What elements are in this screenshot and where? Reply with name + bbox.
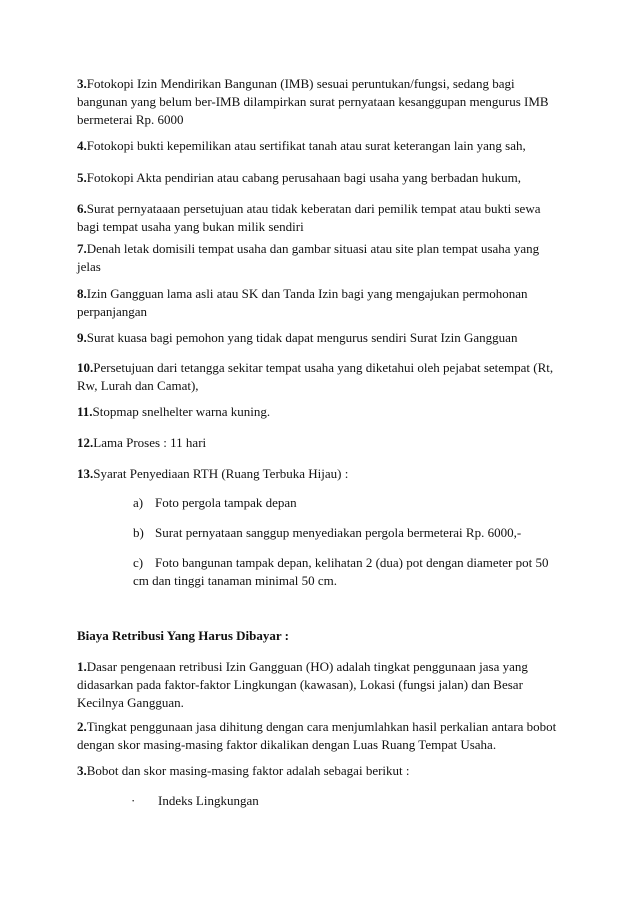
requirement-item-6 (77, 200, 557, 236)
item-number: 4. (77, 138, 87, 153)
biaya-item-1 (77, 658, 557, 712)
requirement-item-12 (77, 434, 557, 452)
requirement-item-7 (77, 240, 557, 276)
sub-item-label: c) (133, 555, 144, 570)
item-text: Izin Gangguan lama asli atau SK dan Tanda Izin bagi yang mengajukan permohonan perpanjangan (77, 286, 528, 319)
item-text: Syarat Penyediaan RTH (Ruang Terbuka Hijau) : (93, 466, 349, 481)
item-text: Fotokopi Izin Mendirikan Bangunan (IMB) sesuai peruntukan/fungsi, sedang bagi bangunan yang belum ber-IMB dilampirkan surat pernyataan kesanggupan mengurus IMB bermeterai Rp. 6000 (77, 76, 549, 127)
sub-item-text: Foto bangunan tampak depan, kelihatan 2 (dua) pot dengan diameter pot 50 cm dan tinggi tanaman minimal 50 cm. (133, 555, 549, 588)
item-text: Denah letak domisili tempat usaha dan gambar situasi atau site plan tempat usaha yang jelas (77, 241, 540, 274)
requirement-item-4 (77, 137, 557, 155)
item-number: 8. (77, 286, 87, 301)
item-text: Lama Proses : 11 hari (93, 435, 207, 450)
item-text: Fotokopi bukti kepemilikan atau sertifikat tanah atau surat keterangan lain yang sah, (86, 138, 526, 153)
item-text: Stopmap snelhelter warna kuning. (92, 404, 271, 419)
item-number: 13. (77, 466, 94, 481)
item-text: Bobot dan skor masing-masing faktor adalah sebagai berikut : (86, 763, 410, 778)
requirement-item-13 (77, 465, 557, 483)
item-number: 6. (77, 201, 87, 216)
bullet-text: Indeks Lingkungan (158, 793, 259, 808)
sub-item-text: Foto pergola tampak depan (155, 495, 297, 510)
requirement-item-8 (77, 285, 557, 321)
rth-sub-item-a (133, 494, 553, 512)
rth-sub-item-b (133, 524, 553, 542)
item-number: 1. (77, 659, 87, 674)
biaya-item-2 (77, 718, 557, 754)
item-text: Fotokopi Akta pendirian atau cabang perusahaan bagi usaha yang berbadan hukum, (86, 170, 522, 185)
item-text: Surat pernyataaan persetujuan atau tidak keberatan dari pemilik tempat atau bukti sewa bagi tempat usaha yang bukan milik sendiri (77, 201, 541, 234)
item-number: 3. (77, 763, 87, 778)
item-number: 2. (77, 719, 87, 734)
bullet-indeks-lingkungan (131, 792, 259, 810)
item-number: 10. (77, 360, 94, 375)
requirement-item-10 (77, 359, 557, 395)
item-number: 11. (77, 404, 93, 419)
item-text: Surat kuasa bagi pemohon yang tidak dapat mengurus sendiri Surat Izin Gangguan (86, 330, 518, 345)
item-text: Dasar pengenaan retribusi Izin Gangguan (HO) adalah tingkat penggunaan jasa yang didasarkan pada faktor-faktor Lingkungan (kawasan), Lokasi (fungsi jalan) dan Besar Kecilnya Gangguan. (77, 659, 528, 710)
requirement-item-3 (77, 75, 557, 129)
requirement-item-11 (77, 403, 557, 421)
requirement-item-9 (77, 329, 557, 347)
item-text: Persetujuan dari tetangga sekitar tempat usaha yang diketahui oleh pejabat setempat (Rt, Rw, Lurah dan Camat), (77, 360, 554, 393)
rth-sub-item-c (133, 554, 553, 590)
item-number: 7. (77, 241, 87, 256)
item-number: 5. (77, 170, 87, 185)
sub-item-text: Surat pernyataan sanggup menyediakan pergola bermeterai Rp. 6000,- (155, 525, 522, 540)
bullet-dot: · (131, 793, 136, 808)
sub-item-label: a) (133, 495, 144, 510)
biaya-heading: Biaya Retribusi Yang Harus Dibayar : (77, 628, 289, 643)
item-number: 3. (77, 76, 87, 91)
item-number: 9. (77, 330, 87, 345)
item-text: Tingkat penggunaan jasa dihitung dengan cara menjumlahkan hasil perkalian antara bobot dengan skor masing-masing faktor dikalikan dengan Luas Ruang Tempat Usaha. (77, 719, 557, 752)
requirement-item-5 (77, 169, 557, 187)
biaya-item-3 (77, 762, 557, 780)
sub-item-label: b) (133, 525, 144, 540)
item-number: 12. (77, 435, 94, 450)
